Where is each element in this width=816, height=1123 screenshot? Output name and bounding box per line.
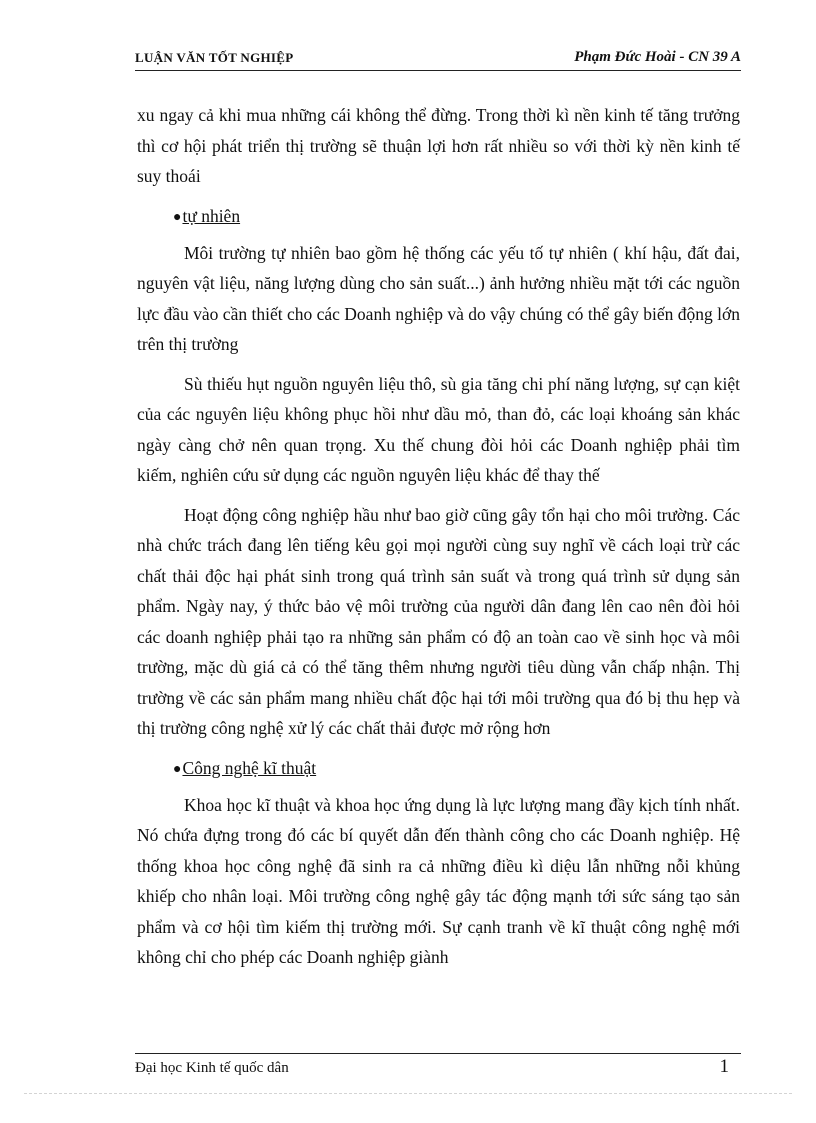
page-number: 1	[719, 1056, 729, 1077]
bullet-icon: ●	[173, 209, 182, 225]
bullet-icon: ●	[173, 761, 182, 777]
paragraph-technology: Khoa học kĩ thuật và khoa học ứng dụng là lực lượng mang đầy kịch tính nhất. Nó chứa đựng trong đó các bí quyết dẫn đến thành công cho các Doanh nghiệp. Hệ thống khoa học công nghệ đã sinh ra cả những điều kì diệu lẫn những nỗi khủng khiếp cho nhân loại. Môi trường công nghệ gây tác động mạnh tới sức sáng tạo sản phẩm và cơ hội tìm kiếm thị trường mới. Sự cạnh tranh về kĩ thuật công nghệ mới không chỉ cho phép các Doanh nghiệp giành	[137, 794, 740, 967]
paragraph-raw-materials: Sù thiếu hụt nguồn nguyên liệu thô, sù gia tăng chi phí năng lượng, sự cạn kiệt của các nguyên liệu không phục hồi như dầu mỏ, than đỏ, các loại khoáng sản khác ngày càng chở nên quan trọng. Xu thế chung đòi hỏi các Doanh nghiệp phải tìm kiếm, nghiên cứu sử dụng các nguồn nguyên liệu khác để thay thế	[137, 373, 740, 485]
page-bottom-divider	[24, 1093, 792, 1094]
section-heading-natural	[173, 201, 740, 233]
page-footer	[135, 1053, 741, 1077]
heading-natural-text: tự nhiên	[182, 205, 241, 226]
paragraph-economy-continued: xu ngay cả khi mua những cái không thể đừng. Trong thời kì nền kinh tế tăng trưởng thì cơ hội phát triển thị trường sẽ thuận lợi hơn rất nhiều so với thời kỳ nền kinh tế suy thoái	[137, 105, 740, 186]
header-author: Phạm Đức Hoài - CN 39 A	[574, 49, 741, 65]
footer-university: Đại học Kinh tế quốc dân	[135, 1060, 289, 1076]
paragraph-industrial-pollution: Hoạt động công nghiệp hầu như bao giờ cũng gây tổn hại cho môi trường. Các nhà chức trách đang lên tiếng kêu gọi mọi người cùng suy nghĩ về cách loại trừ các chất thải độc hại phát sinh trong quá trình sản suất và trong quá trình sử dụng sản phẩm. Ngày nay, ý thức bảo vệ môi trường của người dân đang lên cao nên đòi hỏi các doanh nghiệp phải tạo ra những sản phẩm có độ an toàn cao về sinh học và môi trường, mặc dù giá cả có thể tăng thêm nhưng người tiêu dùng vẫn chấp nhận. Thị trường về các sản phẩm mang nhiều chất độc hại tới môi trường qua đó bị thu hẹp và thị trường công nghệ xử lý các chất thải được mở rộng hơn	[137, 504, 740, 738]
section-heading-technology	[173, 753, 740, 785]
heading-technology-text: Công nghệ kĩ thuật	[182, 757, 317, 778]
header-title: LUẬN VĂN TỐT NGHIỆP	[135, 50, 294, 65]
paragraph-natural-environment: Môi trường tự nhiên bao gồm hệ thống các yếu tố tự nhiên ( khí hậu, đất đai, nguyên vật liệu, năng lượng dùng cho sản suất...) ảnh hưởng nhiều mặt tới các nguồn lực đầu vào cần thiết cho các Doanh nghiệp và do vậy chúng có thể gây biến động lớn trên thị trường	[137, 242, 740, 354]
document-body	[137, 100, 740, 982]
page-header	[135, 48, 741, 71]
